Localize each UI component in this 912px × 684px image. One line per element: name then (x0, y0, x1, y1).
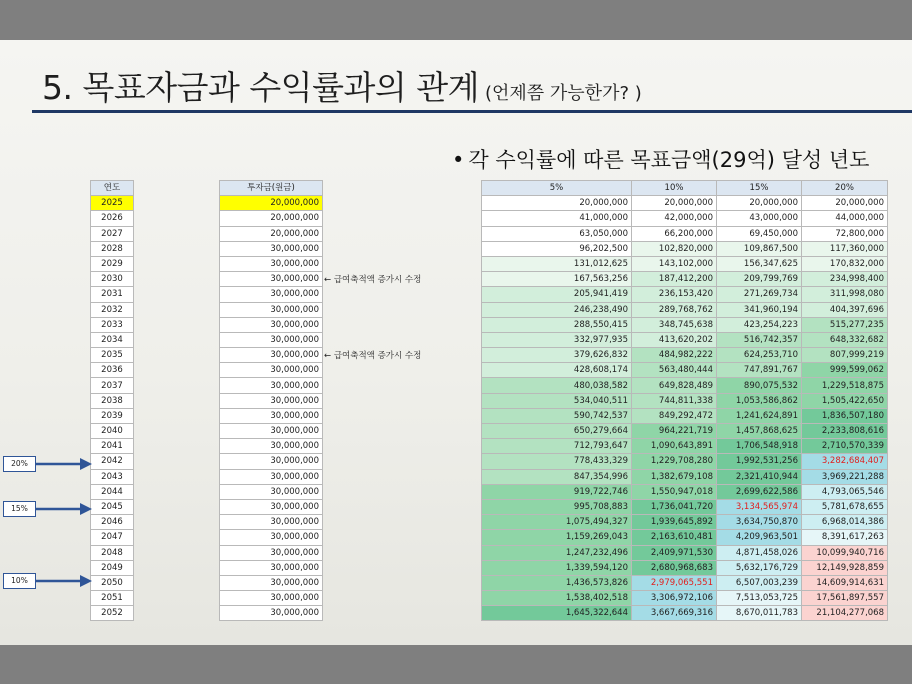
table-row (220, 439, 323, 454)
rate-badge-15: 15% (3, 501, 36, 517)
value-cell-15pct: 1,053,586,862 (717, 393, 802, 408)
year-cell: 2029 (91, 256, 134, 271)
value-cell-10pct: 348,745,638 (632, 317, 717, 332)
value-cell-5pct: 590,742,537 (482, 408, 632, 423)
value-cell-15pct: 1,992,531,256 (717, 454, 802, 469)
value-cell-10pct: 2,409,971,530 (632, 545, 717, 560)
investment-cell: 30,000,000 (220, 484, 323, 499)
value-cell-10pct: 42,000,000 (632, 211, 717, 226)
value-cell-20pct: 404,397,696 (802, 302, 888, 317)
table-row (482, 560, 888, 575)
table-row (91, 560, 134, 575)
table-row (482, 530, 888, 545)
investment-cell: 30,000,000 (220, 317, 323, 332)
table-row (91, 317, 134, 332)
value-cell-20pct: 21,104,277,068 (802, 606, 888, 621)
year-cell: 2033 (91, 317, 134, 332)
value-cell-20pct: 44,000,000 (802, 211, 888, 226)
value-cell-15pct: 4,209,963,501 (717, 530, 802, 545)
title-underline (32, 110, 912, 113)
value-cell-15pct: 4,871,458,026 (717, 545, 802, 560)
table-row (482, 226, 888, 241)
table-row (91, 454, 134, 469)
value-cell-10pct: 66,200,000 (632, 226, 717, 241)
value-cell-10pct: 1,090,643,891 (632, 439, 717, 454)
value-cell-20pct: 5,781,678,655 (802, 499, 888, 514)
year-cell: 2038 (91, 393, 134, 408)
table-row (220, 606, 323, 621)
investment-cell: 30,000,000 (220, 408, 323, 423)
table-row (482, 591, 888, 606)
year-cell: 2031 (91, 287, 134, 302)
value-cell-10pct: 1,550,947,018 (632, 484, 717, 499)
table-row (91, 469, 134, 484)
table-row (220, 393, 323, 408)
value-cell-10pct: 2,979,065,551 (632, 575, 717, 590)
value-cell-20pct: 17,561,897,557 (802, 591, 888, 606)
value-cell-5pct: 205,941,419 (482, 287, 632, 302)
value-cell-10pct: 1,382,679,108 (632, 469, 717, 484)
table-row (91, 408, 134, 423)
year-table (90, 180, 134, 621)
table-row (220, 560, 323, 575)
table-row (91, 196, 134, 211)
value-cell-5pct: 712,793,647 (482, 439, 632, 454)
value-cell-10pct: 484,982,222 (632, 348, 717, 363)
table-row (91, 378, 134, 393)
value-cell-15pct: 5,632,176,729 (717, 560, 802, 575)
value-cell-20pct: 1,229,518,875 (802, 378, 888, 393)
value-cell-15pct: 7,513,053,725 (717, 591, 802, 606)
table-row (220, 408, 323, 423)
table-row (482, 424, 888, 439)
year-cell: 2028 (91, 241, 134, 256)
year-header: 연도 (91, 181, 134, 196)
year-cell: 2032 (91, 302, 134, 317)
table-row (220, 226, 323, 241)
table-row (482, 393, 888, 408)
table-row (91, 302, 134, 317)
year-cell: 2043 (91, 469, 134, 484)
value-cell-15pct: 109,867,500 (717, 241, 802, 256)
table-row (91, 515, 134, 530)
table-row (91, 499, 134, 514)
rate-5-header: 5% (482, 181, 632, 196)
table-row (220, 378, 323, 393)
value-cell-5pct: 1,247,232,496 (482, 545, 632, 560)
year-cell: 2041 (91, 439, 134, 454)
value-cell-10pct: 1,229,708,280 (632, 454, 717, 469)
table-row (220, 515, 323, 530)
value-cell-20pct: 234,998,400 (802, 272, 888, 287)
value-cell-5pct: 1,159,269,043 (482, 530, 632, 545)
investment-cell: 30,000,000 (220, 454, 323, 469)
table-row (482, 348, 888, 363)
table-row (220, 545, 323, 560)
value-cell-10pct: 413,620,202 (632, 332, 717, 347)
year-cell: 2042 (91, 454, 134, 469)
value-cell-5pct: 41,000,000 (482, 211, 632, 226)
salary-note-2030: ← 급여축적액 증가시 수정 (324, 275, 422, 285)
value-cell-20pct: 3,969,221,288 (802, 469, 888, 484)
value-cell-10pct: 289,768,762 (632, 302, 717, 317)
year-cell: 2027 (91, 226, 134, 241)
value-cell-5pct: 1,538,402,518 (482, 591, 632, 606)
table-row (91, 287, 134, 302)
value-cell-20pct: 2,233,808,616 (802, 424, 888, 439)
table-row (220, 241, 323, 256)
table-row (220, 302, 323, 317)
table-row (220, 287, 323, 302)
value-cell-20pct: 311,998,080 (802, 287, 888, 302)
investment-cell: 20,000,000 (220, 211, 323, 226)
value-cell-5pct: 1,436,573,826 (482, 575, 632, 590)
investment-header: 투자금(원금) (220, 181, 323, 196)
year-cell: 2025 (91, 196, 134, 211)
table-row (482, 515, 888, 530)
table-row (220, 499, 323, 514)
arrow-right-icon (36, 575, 92, 587)
value-cell-20pct: 807,999,219 (802, 348, 888, 363)
slide (0, 40, 912, 645)
investment-cell: 20,000,000 (220, 226, 323, 241)
year-cell: 2046 (91, 515, 134, 530)
value-cell-10pct: 849,292,472 (632, 408, 717, 423)
value-cell-5pct: 534,040,511 (482, 393, 632, 408)
table-row (91, 226, 134, 241)
investment-cell: 30,000,000 (220, 439, 323, 454)
value-cell-15pct: 209,799,769 (717, 272, 802, 287)
value-cell-15pct: 156,347,625 (717, 256, 802, 271)
investment-cell: 30,000,000 (220, 530, 323, 545)
table-row (482, 272, 888, 287)
investment-cell: 30,000,000 (220, 499, 323, 514)
investment-cell: 30,000,000 (220, 287, 323, 302)
value-cell-5pct: 778,433,329 (482, 454, 632, 469)
value-cell-20pct: 6,968,014,386 (802, 515, 888, 530)
investment-cell: 30,000,000 (220, 606, 323, 621)
table-row (91, 241, 134, 256)
table-row (482, 287, 888, 302)
table-row (482, 241, 888, 256)
year-cell: 2035 (91, 348, 134, 363)
investment-cell: 30,000,000 (220, 302, 323, 317)
value-cell-20pct: 2,710,570,339 (802, 439, 888, 454)
table-row (482, 256, 888, 271)
table-row (482, 484, 888, 499)
value-cell-15pct: 2,699,622,586 (717, 484, 802, 499)
arrow-right-icon (36, 458, 92, 470)
year-cell: 2039 (91, 408, 134, 423)
value-cell-20pct: 170,832,000 (802, 256, 888, 271)
table-row (220, 256, 323, 271)
table-row (220, 317, 323, 332)
table-row (220, 469, 323, 484)
value-cell-20pct: 999,599,062 (802, 363, 888, 378)
rate-20-header: 20% (802, 181, 888, 196)
table-row (91, 393, 134, 408)
table-row (482, 469, 888, 484)
value-cell-20pct: 1,505,422,650 (802, 393, 888, 408)
table-row (482, 211, 888, 226)
table-row (482, 439, 888, 454)
table-row (482, 606, 888, 621)
value-cell-10pct: 187,412,200 (632, 272, 717, 287)
value-cell-10pct: 2,680,968,683 (632, 560, 717, 575)
value-cell-10pct: 964,221,719 (632, 424, 717, 439)
table-row (91, 256, 134, 271)
investment-cell: 30,000,000 (220, 560, 323, 575)
value-cell-10pct: 2,163,610,481 (632, 530, 717, 545)
value-cell-20pct: 72,800,000 (802, 226, 888, 241)
value-cell-20pct: 117,360,000 (802, 241, 888, 256)
subtitle-text: 각 수익률에 따른 목표금액(29억) 달성 년도 (468, 148, 870, 172)
year-cell: 2040 (91, 424, 134, 439)
investment-cell: 30,000,000 (220, 469, 323, 484)
table-row (91, 439, 134, 454)
investment-cell: 30,000,000 (220, 363, 323, 378)
investment-cell: 20,000,000 (220, 196, 323, 211)
value-cell-10pct: 3,306,972,106 (632, 591, 717, 606)
table-row (482, 332, 888, 347)
value-cell-5pct: 1,339,594,120 (482, 560, 632, 575)
table-row (220, 484, 323, 499)
year-cell: 2045 (91, 499, 134, 514)
value-cell-10pct: 143,102,000 (632, 256, 717, 271)
value-cell-5pct: 650,279,664 (482, 424, 632, 439)
value-cell-15pct: 3,134,565,974 (717, 499, 802, 514)
year-cell: 2051 (91, 591, 134, 606)
table-row (482, 545, 888, 560)
title-main: 5. 목표자금과 수익률과의 관계 (42, 68, 479, 107)
value-cell-5pct: 288,550,415 (482, 317, 632, 332)
table-row (91, 424, 134, 439)
value-cell-15pct: 271,269,734 (717, 287, 802, 302)
investment-cell: 30,000,000 (220, 393, 323, 408)
value-cell-5pct: 995,708,883 (482, 499, 632, 514)
investment-cell: 30,000,000 (220, 515, 323, 530)
table-row (220, 332, 323, 347)
value-cell-10pct: 649,828,489 (632, 378, 717, 393)
value-cell-5pct: 332,977,935 (482, 332, 632, 347)
value-cell-5pct: 131,012,625 (482, 256, 632, 271)
value-cell-5pct: 167,563,256 (482, 272, 632, 287)
value-cell-10pct: 744,811,338 (632, 393, 717, 408)
value-cell-10pct: 20,000,000 (632, 196, 717, 211)
table-row (91, 545, 134, 560)
table-row (220, 363, 323, 378)
bullet-icon: • (452, 148, 465, 172)
salary-note-2035: ← 급여축적액 증가시 수정 (324, 351, 422, 361)
rate-15-header: 15% (717, 181, 802, 196)
value-cell-20pct: 14,609,914,631 (802, 575, 888, 590)
year-cell: 2052 (91, 606, 134, 621)
investment-cell: 30,000,000 (220, 378, 323, 393)
value-cell-5pct: 847,354,996 (482, 469, 632, 484)
table-row (482, 408, 888, 423)
value-cell-15pct: 747,891,767 (717, 363, 802, 378)
year-cell: 2037 (91, 378, 134, 393)
value-cell-15pct: 890,075,532 (717, 378, 802, 393)
value-cell-5pct: 63,050,000 (482, 226, 632, 241)
rate-10-header: 10% (632, 181, 717, 196)
value-cell-10pct: 236,153,420 (632, 287, 717, 302)
investment-cell: 30,000,000 (220, 272, 323, 287)
table-row (482, 302, 888, 317)
table-row (482, 363, 888, 378)
table-row (482, 575, 888, 590)
section-subtitle (452, 144, 869, 174)
value-cell-20pct: 515,277,235 (802, 317, 888, 332)
value-cell-20pct: 20,000,000 (802, 196, 888, 211)
value-cell-15pct: 20,000,000 (717, 196, 802, 211)
table-row (482, 454, 888, 469)
table-row (220, 196, 323, 211)
table-row (482, 317, 888, 332)
year-cell: 2047 (91, 530, 134, 545)
value-cell-20pct: 648,332,682 (802, 332, 888, 347)
table-row (220, 530, 323, 545)
year-cell: 2048 (91, 545, 134, 560)
table-row (91, 575, 134, 590)
table-row (220, 575, 323, 590)
value-cell-15pct: 1,241,624,891 (717, 408, 802, 423)
value-cell-20pct: 1,836,507,180 (802, 408, 888, 423)
value-cell-10pct: 102,820,000 (632, 241, 717, 256)
table-row (220, 211, 323, 226)
value-cell-15pct: 43,000,000 (717, 211, 802, 226)
value-cell-10pct: 563,480,444 (632, 363, 717, 378)
investment-cell: 30,000,000 (220, 332, 323, 347)
year-cell: 2030 (91, 272, 134, 287)
investment-cell: 30,000,000 (220, 545, 323, 560)
table-row (220, 348, 323, 363)
growth-table (481, 180, 888, 621)
table-row (91, 272, 134, 287)
value-cell-15pct: 1,457,868,625 (717, 424, 802, 439)
value-cell-5pct: 480,038,582 (482, 378, 632, 393)
value-cell-15pct: 423,254,223 (717, 317, 802, 332)
table-row (482, 196, 888, 211)
value-cell-15pct: 69,450,000 (717, 226, 802, 241)
value-cell-5pct: 919,722,746 (482, 484, 632, 499)
investment-cell: 30,000,000 (220, 591, 323, 606)
table-row (91, 484, 134, 499)
value-cell-15pct: 2,321,410,944 (717, 469, 802, 484)
table-row (220, 272, 323, 287)
table-row (91, 530, 134, 545)
value-cell-5pct: 246,238,490 (482, 302, 632, 317)
value-cell-10pct: 3,667,669,316 (632, 606, 717, 621)
value-cell-15pct: 341,960,194 (717, 302, 802, 317)
year-cell: 2044 (91, 484, 134, 499)
table-row (220, 454, 323, 469)
table-row (220, 591, 323, 606)
value-cell-15pct: 624,253,710 (717, 348, 802, 363)
year-cell: 2049 (91, 560, 134, 575)
table-row (91, 211, 134, 226)
table-row (220, 424, 323, 439)
arrow-right-icon (36, 503, 92, 515)
value-cell-20pct: 3,282,684,407 (802, 454, 888, 469)
value-cell-15pct: 516,742,357 (717, 332, 802, 347)
value-cell-15pct: 8,670,011,783 (717, 606, 802, 621)
value-cell-15pct: 1,706,548,918 (717, 439, 802, 454)
value-cell-5pct: 379,626,832 (482, 348, 632, 363)
investment-cell: 30,000,000 (220, 256, 323, 271)
table-row (91, 363, 134, 378)
value-cell-5pct: 1,645,322,644 (482, 606, 632, 621)
value-cell-10pct: 1,939,645,892 (632, 515, 717, 530)
table-row (91, 606, 134, 621)
table-row (91, 332, 134, 347)
year-cell: 2034 (91, 332, 134, 347)
value-cell-5pct: 20,000,000 (482, 196, 632, 211)
value-cell-15pct: 3,634,750,870 (717, 515, 802, 530)
investment-table (219, 180, 323, 621)
investment-cell: 30,000,000 (220, 348, 323, 363)
bottom-bar (0, 645, 912, 684)
investment-cell: 30,000,000 (220, 575, 323, 590)
page-title (42, 62, 642, 109)
value-cell-20pct: 4,793,065,546 (802, 484, 888, 499)
year-cell: 2026 (91, 211, 134, 226)
title-sub: (언제쯤 가능한가? ) (485, 83, 642, 104)
rate-badge-10: 10% (3, 573, 36, 589)
value-cell-20pct: 12,149,928,859 (802, 560, 888, 575)
value-cell-5pct: 1,075,494,327 (482, 515, 632, 530)
value-cell-15pct: 6,507,003,239 (717, 575, 802, 590)
year-cell: 2036 (91, 363, 134, 378)
investment-cell: 30,000,000 (220, 241, 323, 256)
table-row (91, 348, 134, 363)
table-row (482, 499, 888, 514)
table-row (482, 378, 888, 393)
table-row (91, 591, 134, 606)
investment-cell: 30,000,000 (220, 424, 323, 439)
value-cell-10pct: 1,736,041,720 (632, 499, 717, 514)
value-cell-20pct: 10,099,940,716 (802, 545, 888, 560)
year-cell: 2050 (91, 575, 134, 590)
value-cell-20pct: 8,391,617,263 (802, 530, 888, 545)
value-cell-5pct: 428,608,174 (482, 363, 632, 378)
value-cell-5pct: 96,202,500 (482, 241, 632, 256)
rate-badge-20: 20% (3, 456, 36, 472)
